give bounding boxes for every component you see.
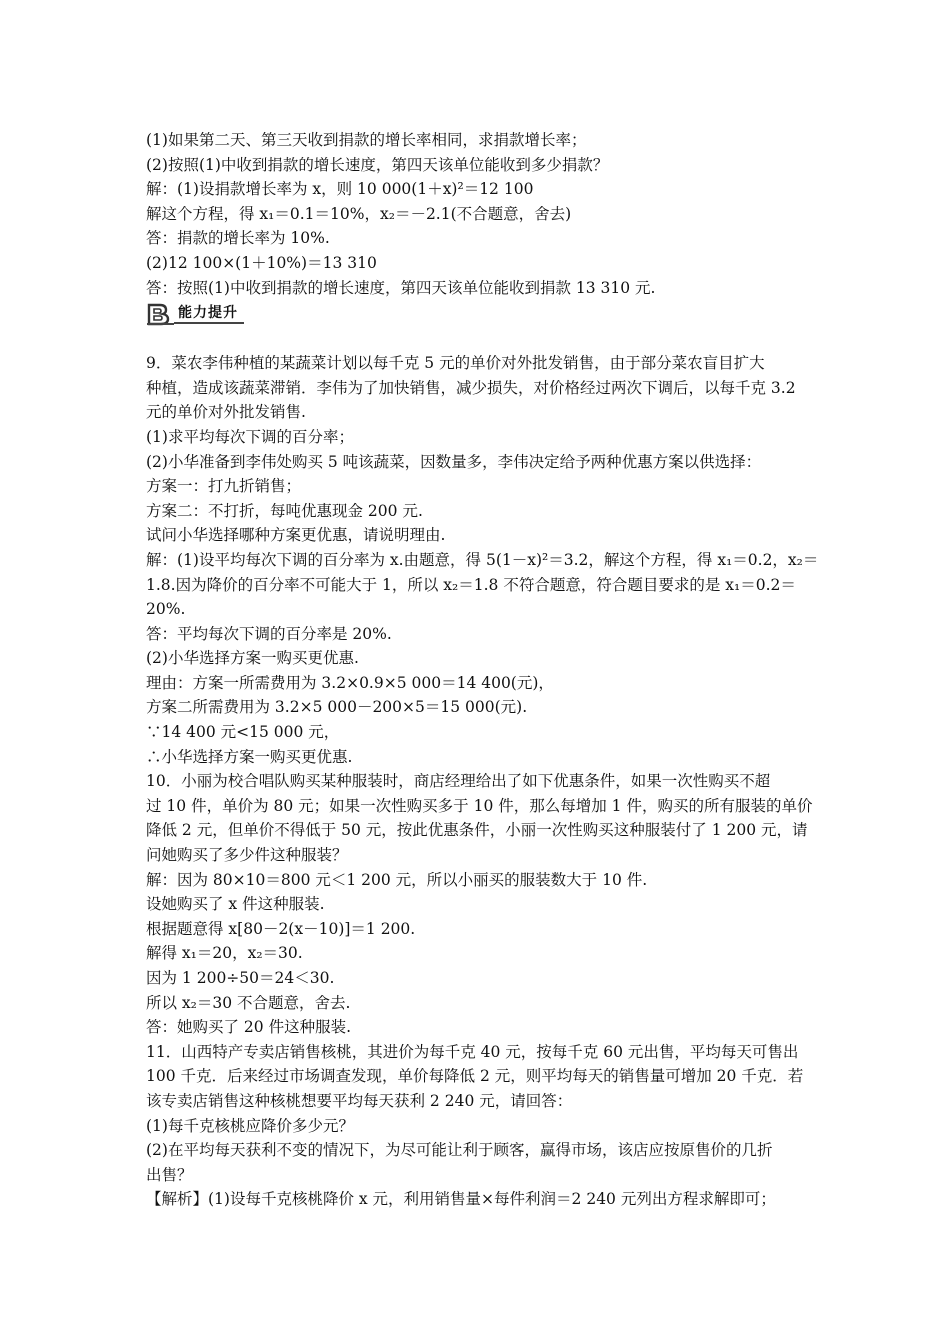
text-line: 降低 2 元，但单价不得低于 50 元，按此优惠条件，小丽一次性购买这种服装付了 1 200 元，请 bbox=[146, 821, 808, 840]
text-line: 过 10 件，单价为 80 元；如果一次性购买多于 10 件，那么每增加 1 件，购买的所有服装的单价 bbox=[146, 796, 813, 815]
text-line: (2)12 100×(1＋10%)＝13 310 bbox=[146, 253, 377, 272]
text-line: 【解析】(1)设每千克核桃降价 x 元，利用销售量×每件利润＝2 240 元列出方程求解即可； bbox=[146, 1190, 776, 1209]
text-line: 理由：方案一所需费用为 3.2×0.9×5 000＝14 400(元)， bbox=[146, 673, 554, 692]
text-line: 试问小华选择哪种方案更优惠，请说明理由. bbox=[146, 526, 446, 545]
text-line: 问她购买了多少件这种服装？ bbox=[146, 846, 348, 865]
text-line: 出售？ bbox=[146, 1165, 193, 1184]
text-line: ∴小华选择方案一购买更优惠. bbox=[146, 747, 353, 766]
text-line: 解这个方程，得 x₁＝0.1＝10%，x₂＝－2.1(不合题意，舍去) bbox=[146, 204, 572, 223]
document-body bbox=[146, 128, 819, 1212]
text-line: 解得 x₁＝20，x₂＝30. bbox=[146, 944, 303, 963]
text-line: 解：(1)设捐款增长率为 x，则 10 000(1＋x)²＝12 100 bbox=[146, 180, 534, 199]
text-line: 设她购买了 x 件这种服装. bbox=[146, 895, 325, 914]
text-line: 方案二所需费用为 3.2×5 000－200×5＝15 000(元). bbox=[146, 698, 528, 717]
text-line: 20%. bbox=[146, 600, 186, 619]
section-title: 能力提升 bbox=[174, 304, 244, 324]
text-line: 答：捐款的增长率为 10%. bbox=[146, 229, 330, 248]
text-line: (1)如果第二天、第三天收到捐款的增长率相同，求捐款增长率； bbox=[146, 131, 587, 149]
section-banner bbox=[146, 301, 810, 327]
text-line: 10．小丽为校合唱队购买某种服装时，商店经理给出了如下优惠条件，如果一次性购买不超 bbox=[146, 772, 771, 791]
text-line: 因为 1 200÷50＝24＜30. bbox=[146, 969, 335, 987]
text-line: 答：按照(1)中收到捐款的增长速度，第四天该单位能收到捐款 13 310 元. bbox=[146, 278, 656, 297]
text-line: (1)每千克核桃应降价多少元？ bbox=[146, 1116, 354, 1135]
text-line: (2)小华选择方案一购买更优惠. bbox=[146, 649, 359, 668]
text-line: 所以 x₂＝30 不合题意，舍去. bbox=[146, 993, 351, 1012]
text-line: 方案二：不打折，每吨优惠现金 200 元. bbox=[146, 501, 423, 520]
letter-b-badge-icon bbox=[146, 302, 174, 326]
text-line: 元的单价对外批发销售. bbox=[146, 403, 306, 422]
text-line: 解：因为 80×10＝800 元＜1 200 元，所以小丽买的服装数大于 10 件. bbox=[146, 870, 648, 889]
text-line: 100 千克．后来经过市场调查发现，单价每降低 2 元，则平均每天的销售量可增加 20 千克．若 bbox=[146, 1067, 804, 1086]
text-line: (2)按照(1)中收到捐款的增长速度，第四天该单位能收到多少捐款？ bbox=[146, 155, 609, 174]
solution-block-previous bbox=[146, 128, 810, 300]
text-line: 方案一：打九折销售； bbox=[146, 477, 302, 496]
text-line: 11．山西特产专卖店销售核桃，其进价为每千克 40 元，按每千克 60 元出售，平均每天可售出 bbox=[146, 1042, 799, 1061]
text-line: 答：平均每次下调的百分率是 20%. bbox=[146, 624, 392, 643]
text-line: 答：她购买了 20 件这种服装. bbox=[146, 1018, 352, 1037]
text-line: 种植，造成该蔬菜滞销．李伟为了加快销售，减少损失，对价格经过两次下调后，以每千克 3.2 bbox=[146, 378, 796, 397]
text-line: 根据题意得 x[80－2(x－10)]＝1 200. bbox=[146, 919, 416, 938]
text-line: (1)求平均每次下调的百分率； bbox=[146, 427, 354, 446]
text-line: 9．菜农李伟种植的某蔬菜计划以每千克 5 元的单价对外批发销售，由于部分菜农盲目扩大 bbox=[146, 354, 765, 373]
text-line: (2)小华准备到李伟处购买 5 吨该蔬菜，因数量多，李伟决定给予两种优惠方案以供选择： bbox=[146, 452, 762, 471]
text-line: 1.8.因为降价的百分率不可能大于 1，所以 x₂＝1.8 不符合题意，符合题目要求的是 x₁＝0.2＝ bbox=[146, 575, 796, 594]
text-line: 该专卖店销售这种核桃想要平均每天获利 2 240 元，请回答： bbox=[146, 1091, 573, 1110]
text-line: ∵14 400 元<15 000 元， bbox=[146, 723, 340, 742]
text-line: (2)在平均每天获利不变的情况下，为尽可能让利于顾客，赢得市场，该店应按原售价的几折 bbox=[146, 1141, 773, 1160]
text-line: 解：(1)设平均每次下调的百分率为 x.由题意，得 5(1－x)²＝3.2，解这个方程，得 x₁＝0.2，x₂＝ bbox=[146, 550, 819, 569]
exercise-list bbox=[146, 351, 819, 1212]
spacer bbox=[146, 327, 810, 351]
